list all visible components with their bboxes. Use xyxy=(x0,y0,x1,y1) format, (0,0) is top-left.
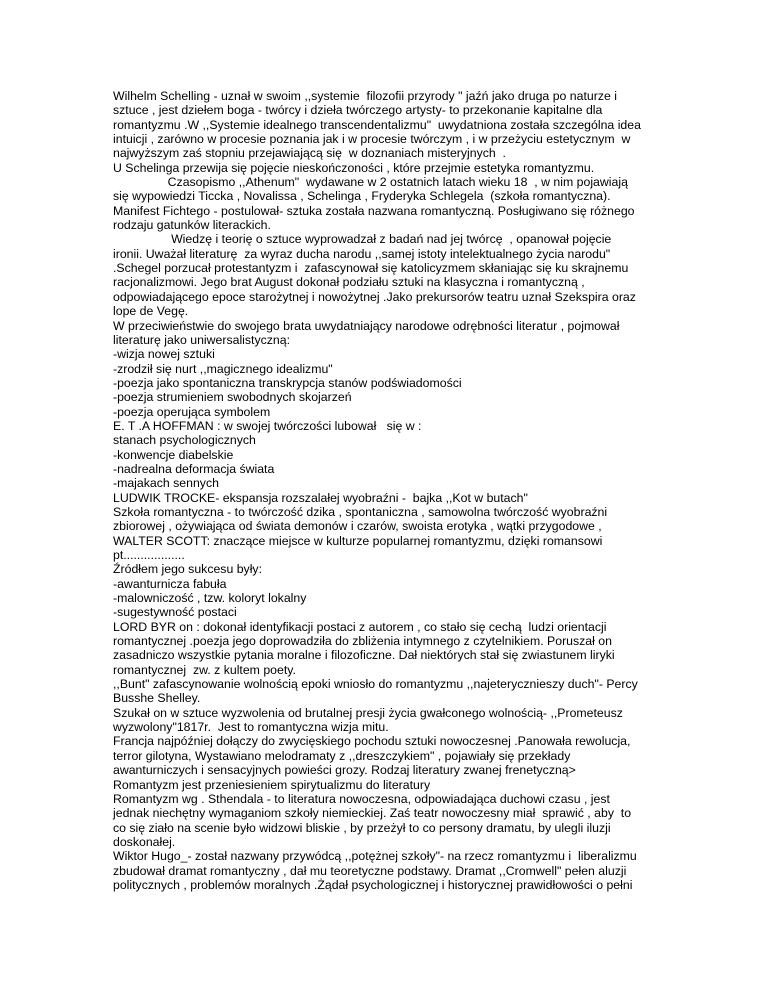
text-line: ironii. Uważał literaturę za wyraz ducha narodu ,,samej istoty intelektualnego życia narodu" xyxy=(113,246,611,261)
text-line: -zrodził się nurt ,,magicznego idealizmu" xyxy=(113,361,333,376)
text-line: rodzaju gatunków literackich. xyxy=(113,218,271,233)
text-line: Romantyzm jest przeniesieniem spirytualizmu do literatury xyxy=(113,777,431,792)
text-line: się wypowiedzi Ticcka , Novalissa , Schelinga , Fryderyka Schlegela (szkoła romantyczna). xyxy=(113,189,611,204)
text-line: WALTER SCOTT: znaczące miejsce w kulturze popularnej romantyzmu, dzięki romansowi xyxy=(113,533,603,548)
text-line: racjonalizmowi. Jego brat August dokonał podziału sztuki na klasyczna i romantyczną , xyxy=(113,275,585,290)
text-line: jednak niechętny wymaganiom szkoły niemieckiej. Zaś teatr nowoczesny miał sprawić , aby to xyxy=(113,806,632,821)
text-line: -majakach sennych xyxy=(113,476,219,491)
text-line: E. T .A HOFFMAN : w swojej twórczości lubował się w : xyxy=(113,418,422,433)
text-line: Busshe Shelley. xyxy=(113,691,201,706)
text-line: U Schelinga przewija się pojęcie nieskończoności , które przejmie estetyka romantyzmu. xyxy=(113,160,595,175)
text-line: Francja najpóźniej dołączy do zwycięskiego pochodu sztuki nowoczesnej .Panowała rewolucja, xyxy=(113,734,631,749)
text-line: romantycznej zw. z kultem poety. xyxy=(113,662,296,677)
text-line: -poezja jako spontaniczna transkrypcja stanów podświadomości xyxy=(113,375,462,390)
text-line: pt.................. xyxy=(113,548,185,562)
text-line: politycznych , problemów moralnych .Żądał psychologicznej i historycznej prawidłowości o pełni xyxy=(113,877,633,892)
document-body xyxy=(113,89,673,892)
text-line: Romantyzm wg . Sthendala - to literatura nowoczesna, odpowiadająca duchowi czasu , jest xyxy=(113,791,610,806)
text-line: sztuce , jest dziełem boga - twórcy i dzieła twórczego artysty- to przekonanie kapitalne dla xyxy=(113,103,603,118)
text-line: najwyższym zaś stopniu przejawiającą się w doznaniach misteryjnych . xyxy=(113,146,506,161)
text-line: Manifest Fichtego - postulował- sztuka została nazwana romantyczną. Posługiwano się różnego xyxy=(113,203,635,218)
text-line: Czasopismo ,,Athenum" wydawane w 2 ostatnich latach wieku 18 , w nim pojawiają xyxy=(113,175,628,190)
text-line: W przeciwieństwie do swojego brata uwydatniający narodowe odrębności literatur , pojmował xyxy=(113,318,620,333)
text-line: Wilhelm Schelling - uznał w swoim ,,systemie filozofii przyrody " jaźń jako druga po naturze i xyxy=(113,89,617,103)
text-line: zasadniczo wszystkie pytania moralne i filozoficzne. Dał niektórych stał się zwiastunem liryki xyxy=(113,648,615,663)
text-line: LORD BYR on : dokonał identyfikacji postaci z autorem , co stało się cechą ludzi orientacji xyxy=(113,619,607,634)
text-line: ,,Bunt" zafascynowanie wolnością epoki wniosło do romantyzmu ,,najeterycznieszy duch"- Percy xyxy=(113,677,638,692)
text-line: LUDWIK TROCKE- ekspansja rozszalałej wyobraźni - bajka ,,Kot w butach" xyxy=(113,490,528,505)
text-line: stanach psychologicznych xyxy=(113,433,256,448)
text-line: Wiktor Hugo_- został nazwany przywódcą ,,potężnej szkoły"- na rzecz romantyzmu i liberalizmu xyxy=(113,849,637,864)
text-line: romantycznej .poezja jego doprowadziła do zbliżenia intymnego z czytelnikiem. Poruszał on xyxy=(113,634,612,649)
text-line: -sugestywność postaci xyxy=(113,605,237,620)
text-line: zbudował dramat romantyczny , dał mu teoretyczne podstawy. Dramat ,,Cromwell" pełen aluzji xyxy=(113,863,627,878)
text-line: -poezja strumieniem swobodnych skojarzeń xyxy=(113,390,352,405)
text-line: -wizja nowej sztuki xyxy=(113,347,215,362)
text-line: Szkoła romantyczna - to twórczość dzika , spontaniczna , samowolna twórczość wyobraźni xyxy=(113,504,608,519)
text-line: zbiorowej , ożywiająca od świata demonów i czarów, swoista erotyka , wątki przygodowe , xyxy=(113,519,602,534)
text-line: wyzwolony"1817r. Jest to romantyczna wizja mitu. xyxy=(113,720,389,735)
text-line: intuicji , zarówno w procesie poznania jak i w procesie twórczym , i w przeżyciu estetycznym w xyxy=(113,132,631,147)
text-line: Źródłem jego sukcesu były: xyxy=(113,562,262,577)
text-line: -awanturnicza fabuła xyxy=(113,576,227,591)
text-line: literaturę jako uniwersalistyczną: xyxy=(113,332,291,347)
text-line: -poezja operująca symbolem xyxy=(113,404,271,419)
text-line: terror gilotyna, Wystawiano melodramaty z ,,dreszczykiem" , pojawiały się przekłady xyxy=(113,748,571,763)
text-line: -konwencje diabelskie xyxy=(113,447,234,462)
text-line: romantyzmu .W ,,Systemie idealnego transcendentalizmu" uwydatniona została szczególna idea xyxy=(113,117,641,132)
text-line: .Schegel porzucał protestantyzm i zafascynował się katolicyzmem skłaniając się ku skrajnemu xyxy=(113,261,629,276)
text-line: -malowniczość , tzw. koloryt lokalny xyxy=(113,591,307,606)
text-line: doskonałej. xyxy=(113,834,176,849)
text-line: Wiedzę i teorię o sztuce wyprowadzał z badań nad jej twórcę , opanował pojęcie xyxy=(113,232,612,247)
text-line: co się ziało na scenie było widzowi bliskie , by przeżył to co persony dramatu, by ulegli iluzji xyxy=(113,820,611,835)
text-line: lope de Vegę. xyxy=(113,304,189,319)
text-line: Szukał on w sztuce wyzwolenia od brutalnej presji życia gwałconego wolnością- ,,Prometeusz xyxy=(113,705,623,720)
text-line: awanturniczych i sensacyjnych powieści grozy. Rodzaj literatury zwanej frenetyczną> xyxy=(113,763,576,778)
text-line: odpowiadającego epoce starożytnej i nowożytnej .Jako prekursorów teatru uznał Szekspira oraz xyxy=(113,289,636,304)
text-line: -nadrealna deformacja świata xyxy=(113,461,275,476)
